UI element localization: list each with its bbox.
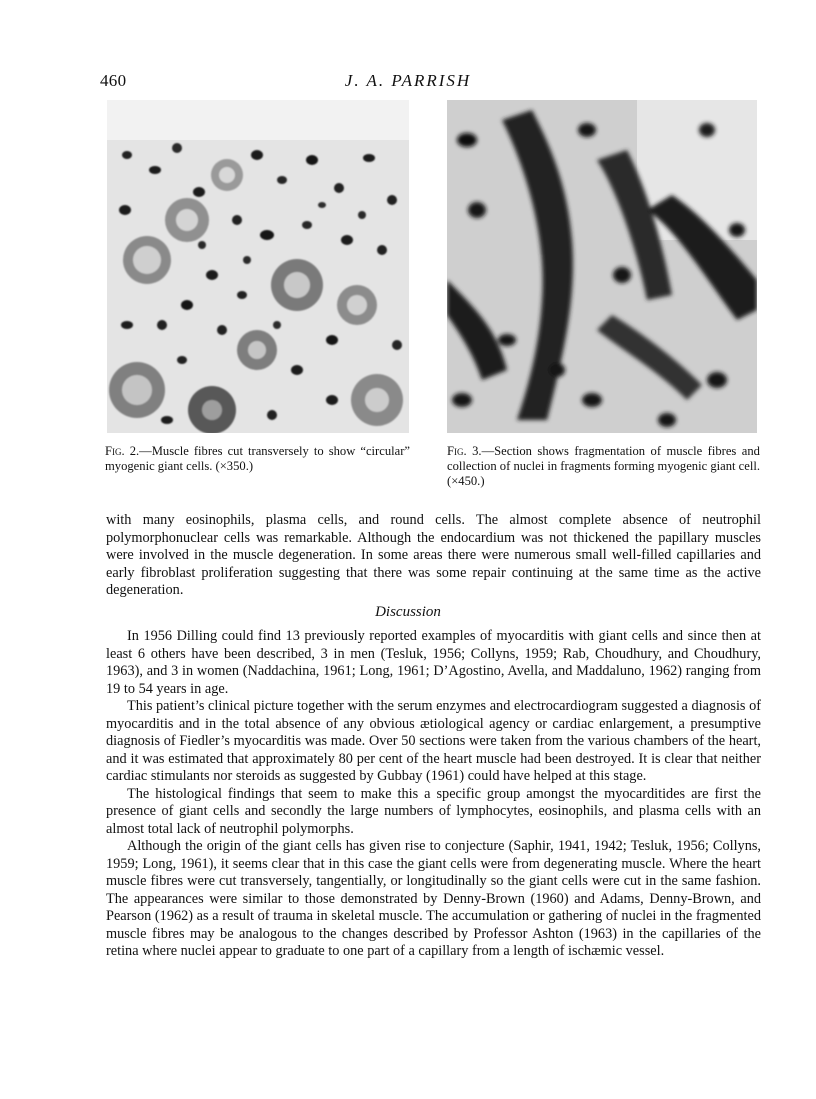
figure-2-label: Fig. 2. xyxy=(105,444,140,458)
figure-3-caption-text: —Section shows fragmentation of muscle fibres and collection of nuclei in fragments forming myogenic giant cell. (×450.) xyxy=(447,444,760,488)
figure-3-label: Fig. 3. xyxy=(447,444,482,458)
page-number: 460 xyxy=(100,71,127,90)
intro-text xyxy=(106,512,761,600)
running-head: J. A. PARRISH xyxy=(344,71,472,90)
figure-2-caption-text: —Muscle fibres cut transversely to show “circular” myogenic giant cells. (×350.) xyxy=(105,444,410,473)
figure-2-caption xyxy=(105,444,410,474)
paragraph: with many eosinophils, plasma cells, and round cells. The almost complete absence of neutrophil polymorphonuclear cells was remarkable. Although the endocardium was not thickened the papillary muscles were involved in the muscle degeneration. In some areas there were numerous small well-filled capillaries and early fibroblast proliferation suggesting that there was some repair continuing at the same time as the active degeneration. xyxy=(106,512,761,598)
section-heading: Discussion xyxy=(375,604,441,620)
figure-2-micrograph xyxy=(107,100,409,433)
paragraph: Although the origin of the giant cells has given rise to conjecture (Saphir, 1941, 1942; Tesluk, 1956; Collyns, 1959; Long, 1961), it seems clear that in this case the giant cells were from degenerating muscle. Where the heart muscle fibres were cut transversely, tangentially, or longitudinally so the giant cells were cut in the same fashion. The appearances were similar to those demonstrated by Denny-Brown (1960) and Adams, Denny-Brown, and Pearson (1962) as a result of trauma in skeletal muscle. The accumulation or gathering of nuclei in the fragmented muscle fibres may be analogous to the changes described by Professor Ashton (1963) in the capillaries of the retina where nuclei appear to graduate to one part of a capillary from a length of ischæmic vessel. xyxy=(106,838,761,959)
paragraph: This patient’s clinical picture together with the serum enzymes and electrocardiogram suggested a diagnosis of myocarditis and in the total absence of any obvious ætiological agency or cardiac enlargement, a presumptive diagnosis of Fiedler’s myocarditis was made. Over 50 sections were taken from the various chambers of the heart, and it was estimated that approximately 80 per cent of the heart muscle had been destroyed. It is clear that neither cardiac stimulants nor steroids as suggested by Gubbay (1961) could have helped at this stage. xyxy=(106,698,761,784)
paragraph: The histological findings that seem to make this a specific group amongst the myocarditides are first the presence of giant cells and secondly the large numbers of lymphocytes, eosinophils, and plasma cells with an almost total lack of neutrophil polymorphs. xyxy=(106,785,761,837)
figure-3-micrograph xyxy=(447,100,757,433)
figure-3-caption xyxy=(447,444,760,489)
paragraph: In 1956 Dilling could find 13 previously reported examples of myocarditis with giant cells and since then at least 6 others have been described, 3 in men (Tesluk, 1956; Collyns, 1959; Rab, Choudhury, and Choudhury, 1963), and 3 in women (Naddachina, 1961; Long, 1961; D’Agostino, Avella, and Maddaluno, 1962) ranging from 19 to 54 years in age. xyxy=(106,628,761,697)
discussion-text xyxy=(106,628,761,961)
